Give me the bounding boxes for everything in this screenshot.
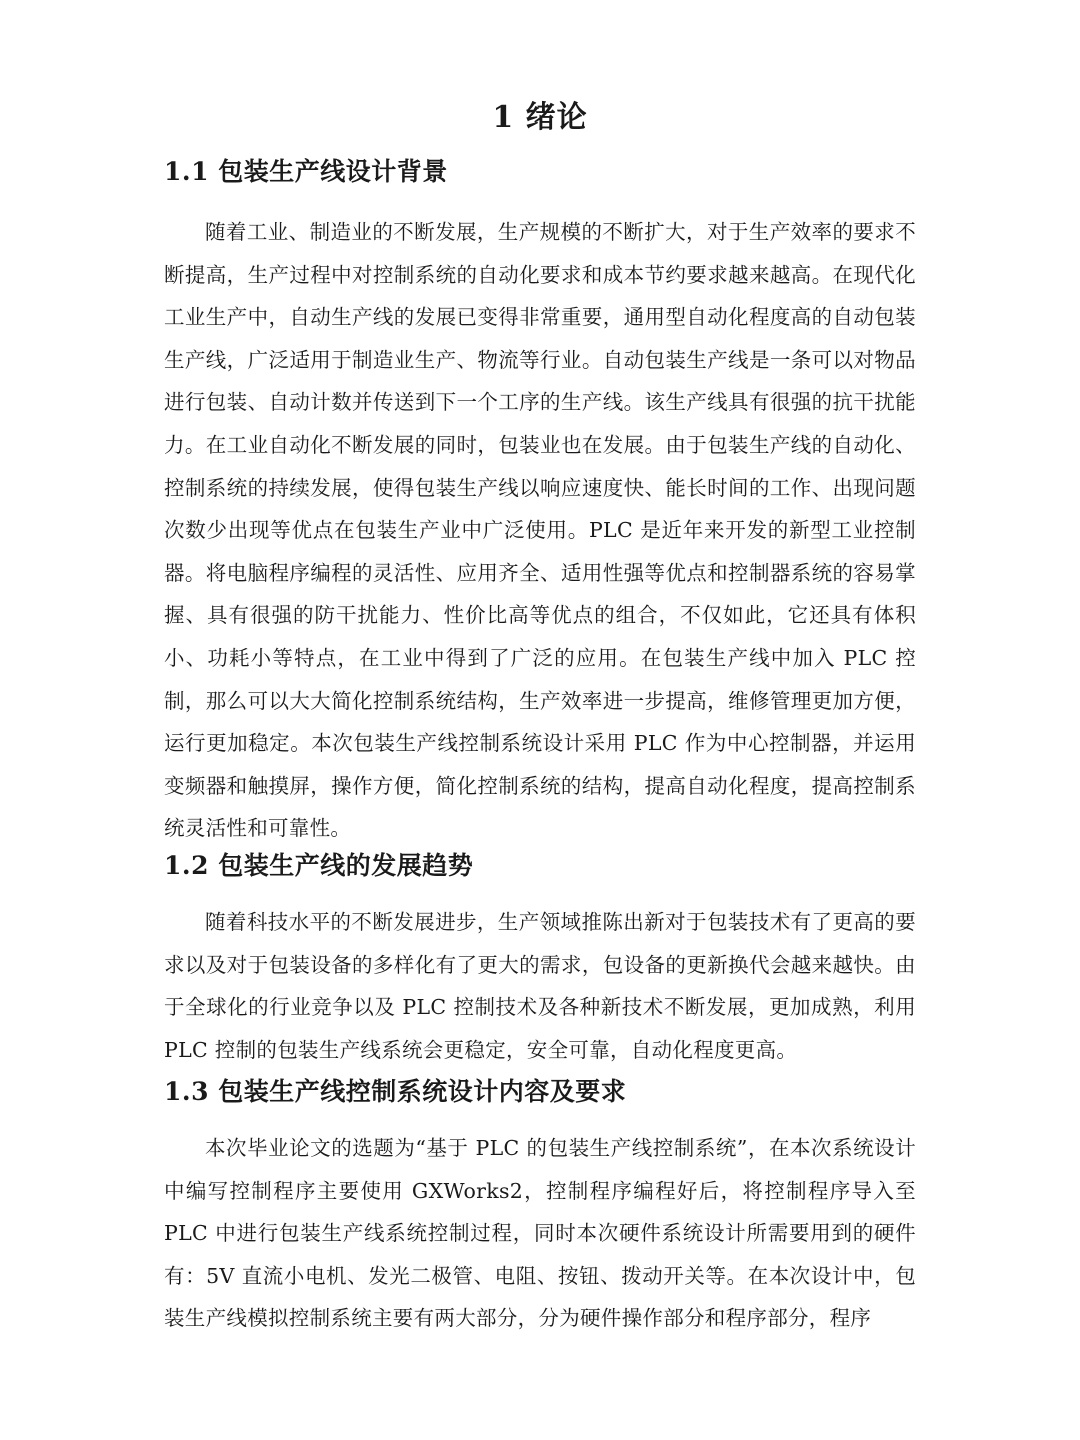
section-paragraph: 随着工业、制造业的不断发展，生产规模的不断扩大，对于生产效率的要求不断提高，生产过程中对控制系统的自动化要求和成本节约要求越来越高。在现代化工业生产中，自动生产线的发展已变得非常重要，通用型自动化程度高的自动包装生产线，广泛适用于制造业生产、物流等行业。自动包装生产线是一条可以对物品进行包装、自动计数并传送到下一个工序的生产线。该生产线具有很强的抗干扰能力。在工业自动化不断发展的同时，包装业也在发展。由于包装生产线的自动化、控制系统的持续发展，使得包装生产线以响应速度快、能长时间的工作、出现问题次数少出现等优点在包装生产业中广泛使用。PLC 是近年来开发的新型工业控制器。将电脑程序编程的灵活性、应用齐全、适用性强等优点和控制器系统的容易掌握、具有很强的防干扰能力、性价比高等优点的组合，不仅如此，它还具有体积小、功耗小等特点，在工业中得到了广泛的应用。在包装生产线中加入 PLC 控制，那么可以大大简化控制系统结构，生产效率进一步提高，维修管理更加方便，运行更加稳定。本次包装生产线控制系统设计采用 PLC 作为中心控制器，并运用变频器和触摸屏，操作方便，简化控制系统的结构，提高自动化程度，提高控制系统灵活性和可靠性。 <box>164 220 916 841</box>
chapter-title: 1 绪论 <box>492 100 588 135</box>
section-1-3 <box>164 1075 916 1340</box>
section-heading: 1.3 包装生产线控制系统设计内容及要求 <box>164 1077 627 1106</box>
section-paragraph: 本次毕业论文的选题为“基于 PLC 的包装生产线控制系统”，在本次系统设计中编写控制程序主要使用 GXWorks2，控制程序编程好后，将控制程序导入至 PLC 中进行包装生产线系统控制过程，同时本次硬件系统设计所需要用到的硬件有：5V 直流小电机、发光二极管、电阻、按钮、拨动开关等。在本次设计中，包装生产线模拟控制系统主要有两大部分，分为硬件操作部分和程序部分，程序 <box>164 1136 916 1331</box>
section-heading: 1.2 包装生产线的发展趋势 <box>164 851 474 880</box>
section-1-2 <box>164 849 916 1071</box>
section-1-1 <box>164 155 916 850</box>
section-paragraph: 随着科技水平的不断发展进步，生产领域推陈出新对于包装技术有了更高的要求以及对于包装设备的多样化有了更大的需求，包设备的更新换代会越来越快。由于全球化的行业竞争以及 PLC 控制技术及各种新技术不断发展，更加成熟，利用 PLC 控制的包装生产线系统会更稳定，安全可靠，自动化程度更高。 <box>164 910 916 1062</box>
section-heading: 1.1 包装生产线设计背景 <box>164 157 448 186</box>
